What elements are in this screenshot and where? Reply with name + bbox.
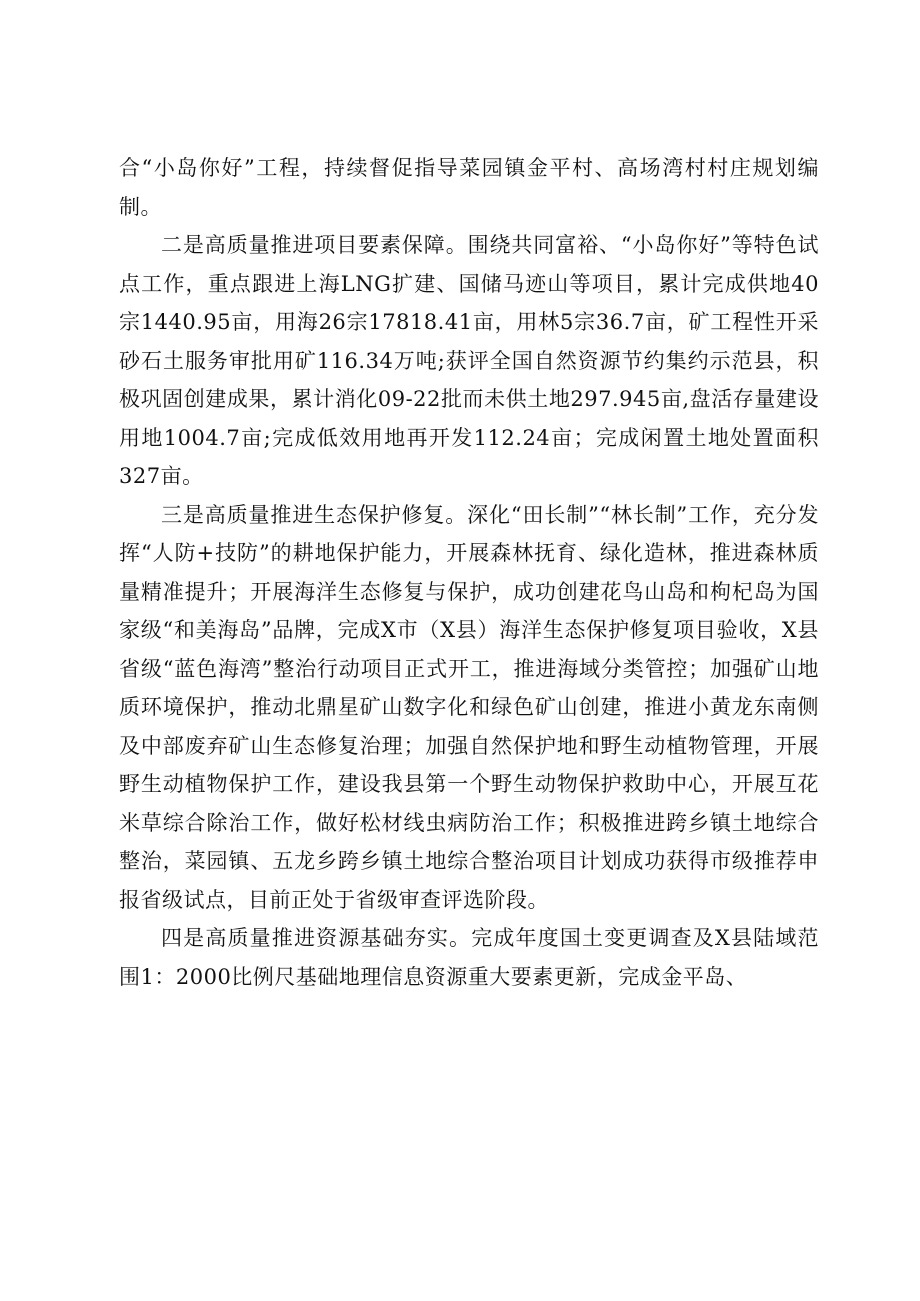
paragraph-project-guarantee: 二是高质量推进项目要素保障。围绕共同富裕、“小岛你好”等特色试点工作，重点跟进上海LNG扩建、国储马迹山等项目，累计完成供地40宗1440.95亩，用海26宗17818.41亩，用林5宗36.7亩，矿工程性开采砂石土服务审批用矿116.34万吨;获评全国自然资源节约集约示范县，积极巩固创建成果，累计消化09-22批而未供土地297.945亩,盘活存量建设用地1004.7亩;完成低效用地再开发112.24亩；完成闲置土地处置面积327亩。 [119, 233, 819, 488]
paragraph-continuation: 合“小岛你好”工程，持续督促指导菜园镇金平村、高场湾村村庄规划编制。 [119, 156, 819, 219]
paragraph-ecological-protection: 三是高质量推进生态保护修复。深化“田长制”“林长制”工作，充分发挥“人防+技防”的耕地保护能力，开展森林抚育、绿化造林，推进森林质量精准提升；开展海洋生态修复与保护，成功创建花鸟山岛和枸杞岛为国家级“和美海岛”品牌，完成X市（X县）海洋生态保护修复项目验收，X县省级“蓝色海湾”整治行动项目正式开工，推进海域分类管控；加强矿山地质环境保护，推动北鼎星矿山数字化和绿色矿山创建，推进小黄龙东南侧及中部废弃矿山生态修复治理；加强自然保护地和野生动植物管理，开展野生动植物保护工作，建设我县第一个野生动物保护救助中心，开展互花米草综合除治工作，做好松材线虫病防治工作；积极推进跨乡镇土地综合整治，菜园镇、五龙乡跨乡镇土地综合整治项目计划成功获得市级推荐申报省级试点，目前正处于省级审查评选阶段。 [119, 502, 819, 912]
document-body [119, 149, 819, 996]
paragraph-resource-foundation: 四是高质量推进资源基础夯实。完成年度国土变更调查及X县陆域范围1：2000比例尺基础地理信息资源重大要素更新，完成金平岛、 [119, 926, 819, 989]
